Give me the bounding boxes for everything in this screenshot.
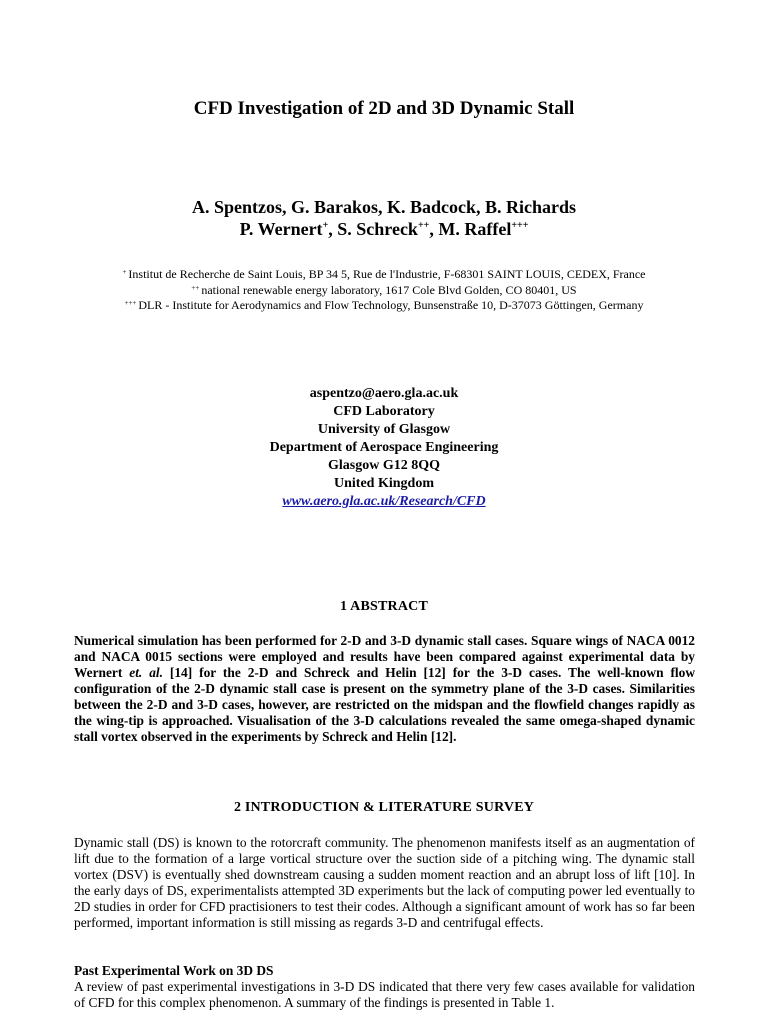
author-line-2: P. Wernert+, S. Schreck++, M. Raffel+++	[239, 219, 529, 239]
author-line-1: A. Spentzos, G. Barakos, K. Badcock, B. Richards	[191, 197, 577, 217]
contact-department: Department of Aerospace Engineering	[269, 440, 499, 455]
affiliation-1: + Institut de Recherche de Saint Louis, BP 34 5, Rue de l'Industrie, F-68301 SAINT LOUIS, CEDEX, France	[122, 267, 646, 281]
contact-university: University of Glasgow	[317, 422, 451, 437]
affiliation-2: ++ national renewable energy laboratory, 1617 Cole Blvd Golden, CO 80401, US	[191, 282, 577, 297]
affiliations	[0, 267, 768, 314]
paper-title: CFD Investigation of 2D and 3D Dynamic Stall	[193, 98, 575, 119]
contact-lab: CFD Laboratory	[333, 404, 435, 419]
abstract-text: Numerical simulation has been performed for 2-D and 3-D dynamic stall cases. Square wings of NACA 0012 and NACA 0015 sections were employed and results have been compared against experimental data by Wernert et. al. [14] for the 2-D and Schreck and Helin [12] for the 3-D cases. The well-known flow configuration of the 2-D dynamic stall case is present on the symmetry plane of the 3-D cases. Similarities between the 2-D and 3-D cases, however, are restricted on the midspan and the flowfield changes rapidly as the wing-tip is approached. Visualisation of the 3-D calculations revealed the same omega-shaped dynamic stall vortex observed in the experiments by Schreck and Helin [12].	[74, 633, 695, 744]
introduction-heading: 2 INTRODUCTION & LITERATURE SURVEY	[233, 800, 535, 815]
contact-block	[0, 385, 768, 511]
past-work-text: A review of past experimental investigations in 3-D DS indicated that there very few cases available for validation of CFD for this complex phenomenon. A summary of the findings is presented in Table 1.	[74, 979, 695, 1010]
contact-country: United Kingdom	[334, 476, 434, 491]
affiliation-3: +++ DLR - Institute for Aerodynamics and Flow Technology, Bunsenstraße 10, D-37073 Göttingen, Germany	[124, 298, 644, 312]
abstract-heading: 1 ABSTRACT	[340, 599, 428, 614]
introduction-text: Dynamic stall (DS) is known to the rotorcraft community. The phenomenon manifests itself as an augmentation of lift due to the formation of a large vortical structure over the suction side of a pitching wing. The dynamic stall vortex (DSV) is eventually shed downstream causing a sudden moment reaction and an abrupt loss of lift [10]. In the early days of DS, experimentalists attempted 3D experiments but the lack of computing power led eventually to 2D studies in order for CFD practisioners to test their codes. Although a significant amount of work has so far been performed, important information is still missing as regards 3-D and centrifugal effects.	[74, 835, 695, 930]
contact-city: Glasgow G12 8QQ	[327, 458, 440, 473]
author-block	[0, 196, 768, 240]
contact-email: aspentzo@aero.gla.ac.uk	[309, 386, 459, 401]
past-work-heading: Past Experimental Work on 3D DS	[74, 963, 274, 978]
website-link[interactable]: www.aero.gla.ac.uk/Research/CFD	[282, 494, 486, 509]
